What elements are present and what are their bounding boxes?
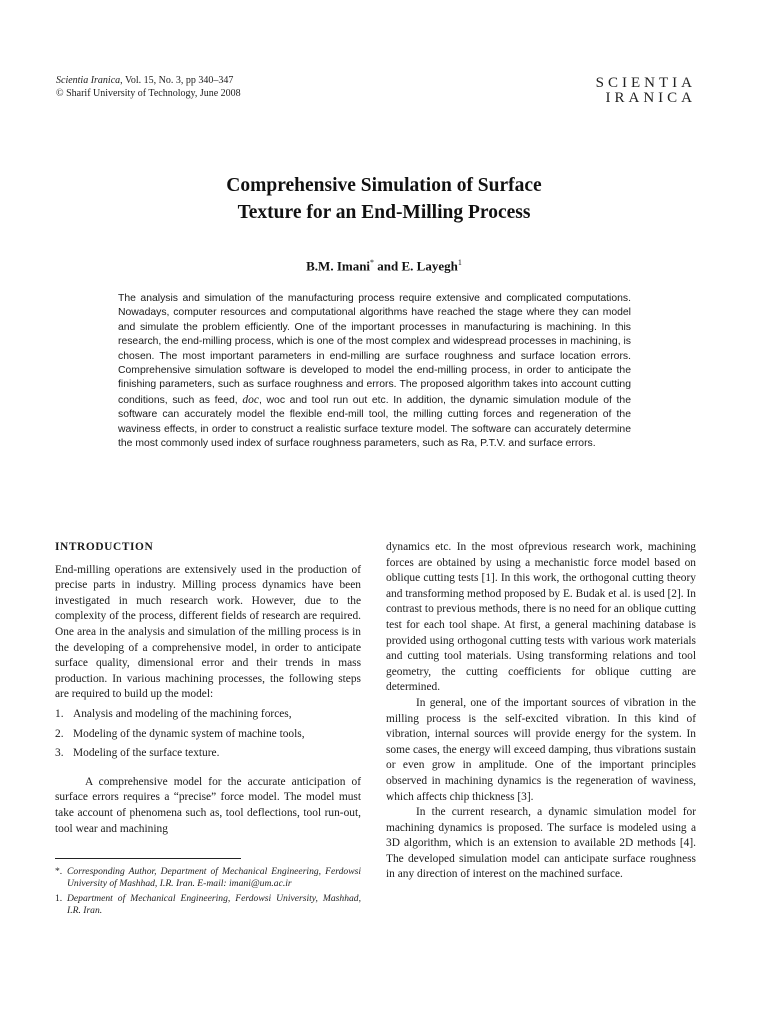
abstract [118, 292, 631, 451]
list-item-text: Modeling of the dynamic system of machine tools, [73, 727, 305, 740]
journal-details: , Vol. 15, No. 3, pp 340–347 [120, 75, 234, 86]
list-item [55, 727, 361, 743]
section-heading-introduction: INTRODUCTION [55, 541, 154, 553]
brand-line-2: IRANICA [605, 90, 696, 106]
intro-paragraph-2: A comprehensive model for the accurate anticipation of surface errors requires a “precise” force model. The model must take account of phenomena such as, tool deflections, tool run-out, tool wear and machining [55, 775, 361, 835]
abstract-part-2: , woc and tool run out etc. In addition, the dynamic simulation module of the software can accurately model the flexible end-mill tool, the milling cutting forces and regeneration of the waviness effects, in order to construct a realistic surface texture model. The software can accurately determine the most commonly used index of surface roughness parameters, such as Ra, P.T.V. and surface errors. [118, 394, 631, 450]
footnote-text: Corresponding Author, Department of Mechanical Engineering, Ferdowsi University of Mashhad, I.R. Iran. E-mail: imani@um.ac.ir [67, 866, 361, 889]
list-item-number: 3. [55, 747, 64, 760]
author-2: E. Layegh [401, 258, 458, 274]
model-steps-list [55, 707, 361, 762]
list-item [55, 707, 361, 723]
author-conjunction: and [374, 258, 402, 274]
brand-line-1: SCIENTIA [595, 75, 696, 91]
title-line-1: Comprehensive Simulation of Surface [226, 175, 542, 196]
list-item-text: Modeling of the surface texture. [73, 747, 220, 760]
list-item [55, 746, 361, 762]
footnote-affiliation [55, 893, 361, 917]
author-line [120, 258, 648, 274]
footnote-divider [55, 858, 241, 859]
abstract-part-1: The analysis and simulation of the manufacturing process require extensive and complicated computations. Nowadays, computer resources and computational algorithms have reached the stage where they can model and simulate the problem efficiently. One of the important processes in manufacturing is machining. In this research, the end-milling process, which is one of the most complex and widespread processes in machining, is chosen. The most important parameters in end-milling are surface roughness and surface location errors. Comprehensive simulation software is developed to model the end-milling process, in order to anticipate the finishing parameters, such as surface roughness and errors. The proposed algorithm takes into account cutting conditions, such as feed, [118, 293, 631, 406]
left-column [55, 540, 361, 837]
right-paragraph-3: In the current research, a dynamic simulation model for machining dynamics is proposed. The surface is modeled using a 3D algorithm, which is an extension to available 2D methods [4]. The developed simulation model can anticipate surface roughness in any direction of interest on the machined surface. [386, 806, 696, 881]
journal-volume-line [56, 74, 241, 87]
journal-citation [56, 74, 241, 100]
footnote-mark: 1. [55, 893, 63, 904]
right-paragraph-2: In general, one of the important sources of vibration in the milling process is the self-excited vibration. In this kind of vibration, internal sources will provide energy for the system. In some cases, the energy will exceed damping, thus vibrations sustain or even grow in amplitude. One of the important principles observed in machining dynamics is the regeneration of waviness, which affects chip thickness [3]. [386, 696, 696, 803]
intro-paragraph-1: End-milling operations are extensively used in the production of precise parts in industry. Milling process dynamics have been investigated in much research work. However, due to the complexity of the process, different fields of research are required. One area in the analysis and simulation of the milling process is in the developing of a comprehensive model, in order to anticipate surface quality, dimensional error and their trends in mass production. In various machining processes, the following steps are required to build up the model: [55, 563, 361, 701]
abstract-doc-term: doc [242, 393, 259, 406]
paper-title [120, 172, 648, 226]
journal-brand [596, 76, 696, 106]
journal-name: Scientia Iranica [56, 75, 121, 86]
title-line-2: Texture for an End-Milling Process [237, 202, 531, 223]
list-item-text: Analysis and modeling of the machining forces, [73, 707, 292, 720]
author-1-mark: * [370, 258, 375, 267]
right-paragraph-1: dynamics etc. In the most ofprevious research work, machining forces are obtained by using a mechanistic force model based on oblique cutting tests [1]. In this work, the orthogonal cutting theory and transforming method proposed by E. Budak et al. is used [2]. In contrast to previous methods, there is no need for an oblique cutting test for each tool shape. At first, a general machining database is provided using orthogonal cutting tests with various work materials and cutting tool materials. Using transforming relations and tool geometry, the cutting coefficients for oblique cutting are determined. [386, 541, 697, 694]
author-2-mark: 1 [457, 258, 462, 267]
footnote-text: Department of Mechanical Engineering, Ferdowsi University, Mashhad, I.R. Iran. [67, 893, 361, 916]
footnotes [55, 866, 361, 920]
list-item-number: 1. [55, 707, 64, 720]
right-column [386, 540, 696, 883]
list-item-number: 2. [55, 727, 64, 740]
copyright-line: © Sharif University of Technology, June 2008 [56, 88, 241, 99]
footnote-mark: *. [55, 866, 63, 877]
footnote-corresponding-author [55, 866, 361, 890]
author-1: B.M. Imani [306, 258, 371, 274]
